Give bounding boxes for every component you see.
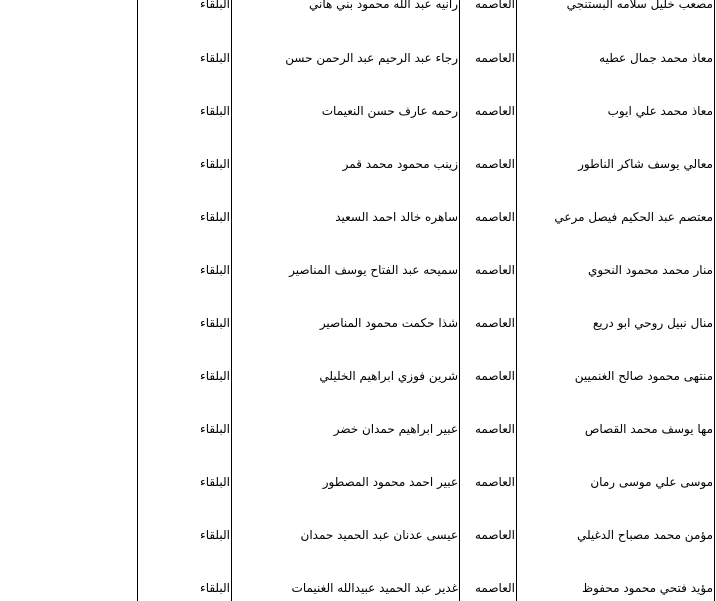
- student-name-cell: معاذ محمد جمال عطيه: [517, 23, 715, 76]
- parent-name-cell: ساهره خالد احمد السعيد: [232, 182, 460, 235]
- governorate-cell: البلقاء: [138, 553, 232, 601]
- parent-name-cell: شرين فوزي ابراهيم الخليلي: [232, 341, 460, 394]
- table-row: [138, 500, 715, 553]
- area-cell: العاصمه: [460, 129, 517, 182]
- parent-name-cell: شذا حكمت محمود المناصير: [232, 288, 460, 341]
- records-table: [137, 0, 715, 601]
- area-cell: العاصمه: [460, 76, 517, 129]
- table-row: [138, 341, 715, 394]
- parent-name-cell: رحمه عارف حسن النعيمات: [232, 76, 460, 129]
- table-row: [138, 447, 715, 500]
- governorate-cell: البلقاء: [138, 288, 232, 341]
- parent-name-cell: رجاء عبد الرحيم عبد الرحمن حسن: [232, 23, 460, 76]
- parent-name-cell: رانيه عبد الله محمود بني هاني: [232, 0, 460, 23]
- governorate-cell: البلقاء: [138, 23, 232, 76]
- governorate-cell: البلقاء: [138, 129, 232, 182]
- area-cell: العاصمه: [460, 235, 517, 288]
- governorate-cell: البلقاء: [138, 500, 232, 553]
- records-table-body: [138, 0, 715, 601]
- table-row: [138, 0, 715, 23]
- table-row: [138, 394, 715, 447]
- student-name-cell: مها يوسف محمد القصاص: [517, 394, 715, 447]
- area-cell: العاصمه: [460, 500, 517, 553]
- governorate-cell: البلقاء: [138, 447, 232, 500]
- parent-name-cell: عبير احمد محمود المصطور: [232, 447, 460, 500]
- governorate-cell: البلقاء: [138, 182, 232, 235]
- area-cell: العاصمه: [460, 182, 517, 235]
- parent-name-cell: غدير عبد الحميد عبيدالله الغنيمات: [232, 553, 460, 601]
- parent-name-cell: سميحه عبد الفتاح يوسف المناصير: [232, 235, 460, 288]
- student-name-cell: منال نبيل روحي ابو دريع: [517, 288, 715, 341]
- student-name-cell: معالي يوسف شاكر الناطور: [517, 129, 715, 182]
- table-row: [138, 76, 715, 129]
- area-cell: العاصمه: [460, 288, 517, 341]
- governorate-cell: البلقاء: [138, 76, 232, 129]
- student-name-cell: معاذ محمد علي ايوب: [517, 76, 715, 129]
- area-cell: العاصمه: [460, 553, 517, 601]
- student-name-cell: منار محمد محمود النحوي: [517, 235, 715, 288]
- area-cell: العاصمه: [460, 23, 517, 76]
- student-name-cell: مؤمن محمد مصباح الدغيلي: [517, 500, 715, 553]
- table-row: [138, 129, 715, 182]
- table-row: [138, 288, 715, 341]
- student-name-cell: مؤيد فتحي محمود محفوظ: [517, 553, 715, 601]
- parent-name-cell: عبير ابراهيم حمدان خضر: [232, 394, 460, 447]
- governorate-cell: البلقاء: [138, 341, 232, 394]
- area-cell: العاصمه: [460, 0, 517, 23]
- student-name-cell: منتهى محمود صالح الغنميين: [517, 341, 715, 394]
- student-name-cell: مصعب خليل سلامه البستنجي: [517, 0, 715, 23]
- governorate-cell: البلقاء: [138, 394, 232, 447]
- governorate-cell: البلقاء: [138, 0, 232, 23]
- area-cell: العاصمه: [460, 447, 517, 500]
- governorate-cell: البلقاء: [138, 235, 232, 288]
- student-name-cell: موسى علي موسى رمان: [517, 447, 715, 500]
- table-row: [138, 235, 715, 288]
- table-row: [138, 182, 715, 235]
- table-row: [138, 553, 715, 601]
- parent-name-cell: عيسى عدنان عبد الحميد حمدان: [232, 500, 460, 553]
- table-row: [138, 23, 715, 76]
- parent-name-cell: زينب محمود محمد قمر: [232, 129, 460, 182]
- area-cell: العاصمه: [460, 341, 517, 394]
- student-name-cell: معتصم عبد الحكيم فيصل مرعي: [517, 182, 715, 235]
- area-cell: العاصمه: [460, 394, 517, 447]
